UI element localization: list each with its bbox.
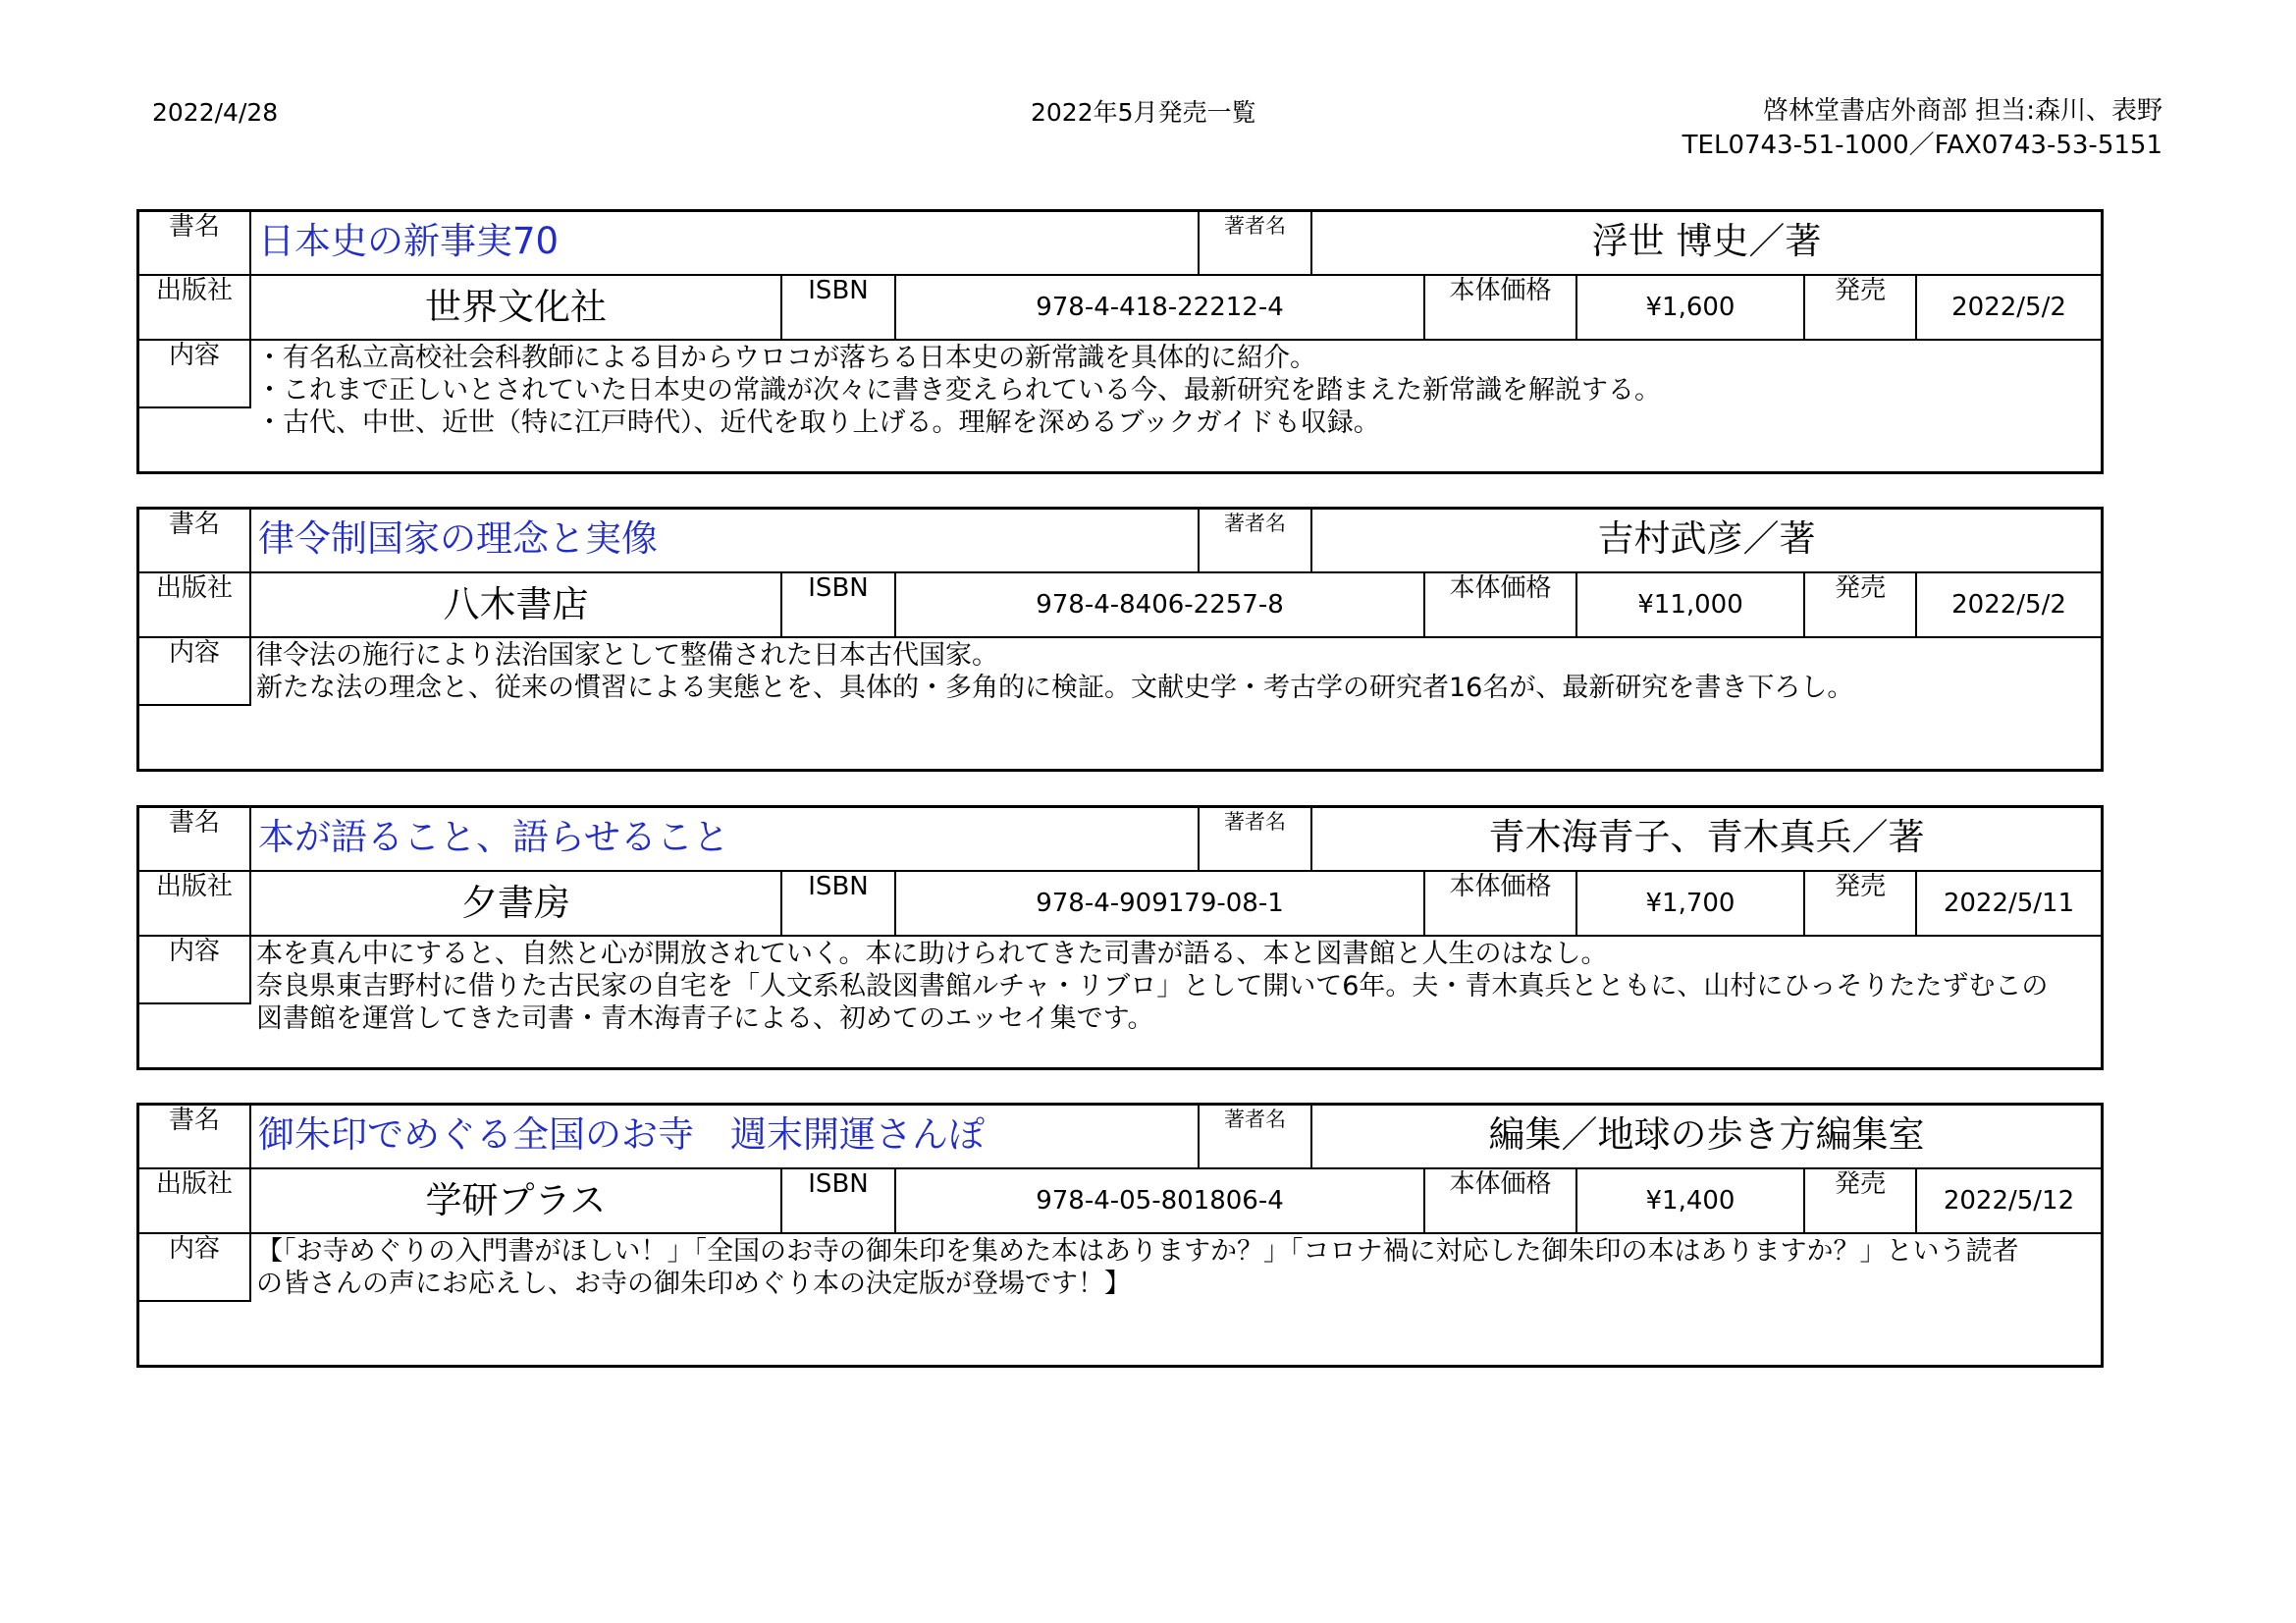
title-label: 書名 [168, 510, 220, 539]
title-label: 書名 [168, 808, 220, 838]
description-line: 律令法の施行により法治国家として整備された日本古代国家。 [256, 640, 998, 671]
isbn-label: ISBN [808, 573, 869, 603]
report-title: 2022年5月発売一覧 [1031, 98, 1256, 127]
description-line: 【「お寺めぐりの入門書がほしい！」「全国のお寺の御朱印を集めた本はありますか？」「コロナ禍に対応した御朱印の本はありますか？」という読者 [256, 1236, 2019, 1267]
book-card [136, 507, 2104, 772]
publisher-label: 出版社 [155, 872, 233, 901]
book-card [136, 1103, 2104, 1368]
book-isbn: 978-4-05-801806-4 [1036, 1186, 1284, 1216]
book-title: 日本史の新事実70 [258, 220, 560, 262]
book-publisher: 世界文化社 [425, 286, 607, 328]
book-author: 吉村武彦／著 [1597, 517, 1816, 560]
book-release-date: 2022/5/2 [1951, 590, 2066, 620]
book-title: 本が語ること、語らせること [258, 816, 729, 858]
book-price: ¥1,400 [1645, 1186, 1735, 1216]
price-label: 本体価格 [1449, 573, 1552, 603]
author-label: 著者名 [1224, 1108, 1286, 1131]
book-description [251, 937, 2101, 1067]
description-line: ・これまで正しいとされていた日本史の常識が次々に書き変えられている今、最新研究を踏まえた新常識を解説する。 [256, 375, 1661, 406]
book-description [251, 638, 2101, 769]
content-label: 内容 [168, 638, 220, 668]
book-isbn: 978-4-418-22212-4 [1036, 293, 1284, 322]
content-label: 内容 [168, 341, 220, 370]
author-label: 著者名 [1224, 810, 1286, 834]
description-line: ・有名私立高校社会科教師による目からウロコが落ちる日本史の新常識を具体的に紹介。 [256, 343, 1316, 373]
release-label: 発売 [1834, 276, 1886, 305]
book-author: 編集／地球の歩き方編集室 [1488, 1113, 1925, 1156]
author-label: 著者名 [1224, 214, 1286, 238]
description-line: 本を真ん中にすると、自然と心が開放されていく。本に助けられてきた司書が語る、本と図書館と人生のはなし。 [256, 939, 1608, 969]
description-line: 奈良県東吉野村に借りた古民家の自宅を「人文系私設図書館ルチャ・リブロ」として開いて6年。夫・青木真兵とともに、山村にひっそりたたずむこの [256, 971, 2049, 1001]
book-description [251, 1234, 2101, 1365]
book-price: ¥1,600 [1645, 293, 1735, 322]
content-label: 内容 [168, 1234, 220, 1264]
release-label: 発売 [1834, 573, 1886, 603]
author-label: 著者名 [1224, 512, 1286, 535]
publisher-label: 出版社 [155, 573, 233, 603]
book-release-date: 2022/5/12 [1943, 1186, 2075, 1216]
isbn-label: ISBN [808, 276, 869, 305]
publisher-label: 出版社 [155, 1169, 233, 1199]
book-card [136, 805, 2104, 1070]
book-price: ¥11,000 [1637, 590, 1743, 620]
book-publisher: 八木書店 [443, 583, 589, 625]
book-title: 御朱印でめぐる全国のお寺 週末開運さんぽ [258, 1113, 985, 1156]
contact-phone-fax: TEL0743-51-1000／FAX0743-53-5151 [1682, 131, 2163, 160]
book-publisher: 学研プラス [425, 1179, 607, 1221]
book-release-date: 2022/5/2 [1951, 293, 2066, 322]
description-line: ・古代、中世、近世（特に江戸時代）、近代を取り上げる。理解を深めるブックガイドも収録。 [256, 407, 1380, 438]
book-author: 青木海青子、青木真兵／著 [1488, 816, 1925, 858]
price-label: 本体価格 [1449, 872, 1552, 901]
description-line: 図書館を運営してきた司書・青木海青子による、初めてのエッセイ集です。 [256, 1003, 1154, 1034]
book-description [251, 341, 2101, 471]
book-price: ¥1,700 [1645, 889, 1735, 918]
title-label: 書名 [168, 1106, 220, 1135]
price-label: 本体価格 [1449, 1169, 1552, 1199]
book-isbn: 978-4-909179-08-1 [1036, 889, 1284, 918]
release-label: 発売 [1834, 872, 1886, 901]
book-title: 律令制国家の理念と実像 [258, 517, 658, 560]
book-release-date: 2022/5/11 [1943, 889, 2075, 918]
isbn-label: ISBN [808, 1169, 869, 1199]
isbn-label: ISBN [808, 872, 869, 901]
content-label: 内容 [168, 937, 220, 966]
release-label: 発売 [1834, 1169, 1886, 1199]
price-label: 本体価格 [1449, 276, 1552, 305]
description-line: の皆さんの声にお応えし、お寺の御朱印めぐり本の決定版が登場です！】 [256, 1269, 1131, 1299]
book-card [136, 209, 2104, 474]
book-publisher: 夕書房 [461, 882, 570, 924]
report-date: 2022/4/28 [152, 98, 279, 127]
title-label: 書名 [168, 212, 220, 242]
book-isbn: 978-4-8406-2257-8 [1036, 590, 1284, 620]
publisher-label: 出版社 [155, 276, 233, 305]
contact-person: 啓林堂書店外商部 担当:森川、表野 [1762, 96, 2163, 126]
description-line: 新たな法の理念と、従来の慣習による実態とを、具体的・多角的に検証。文献史学・考古学の研究者16名が、最新研究を書き下ろし。 [256, 673, 1854, 703]
book-author: 浮世 博史／著 [1591, 220, 1822, 262]
